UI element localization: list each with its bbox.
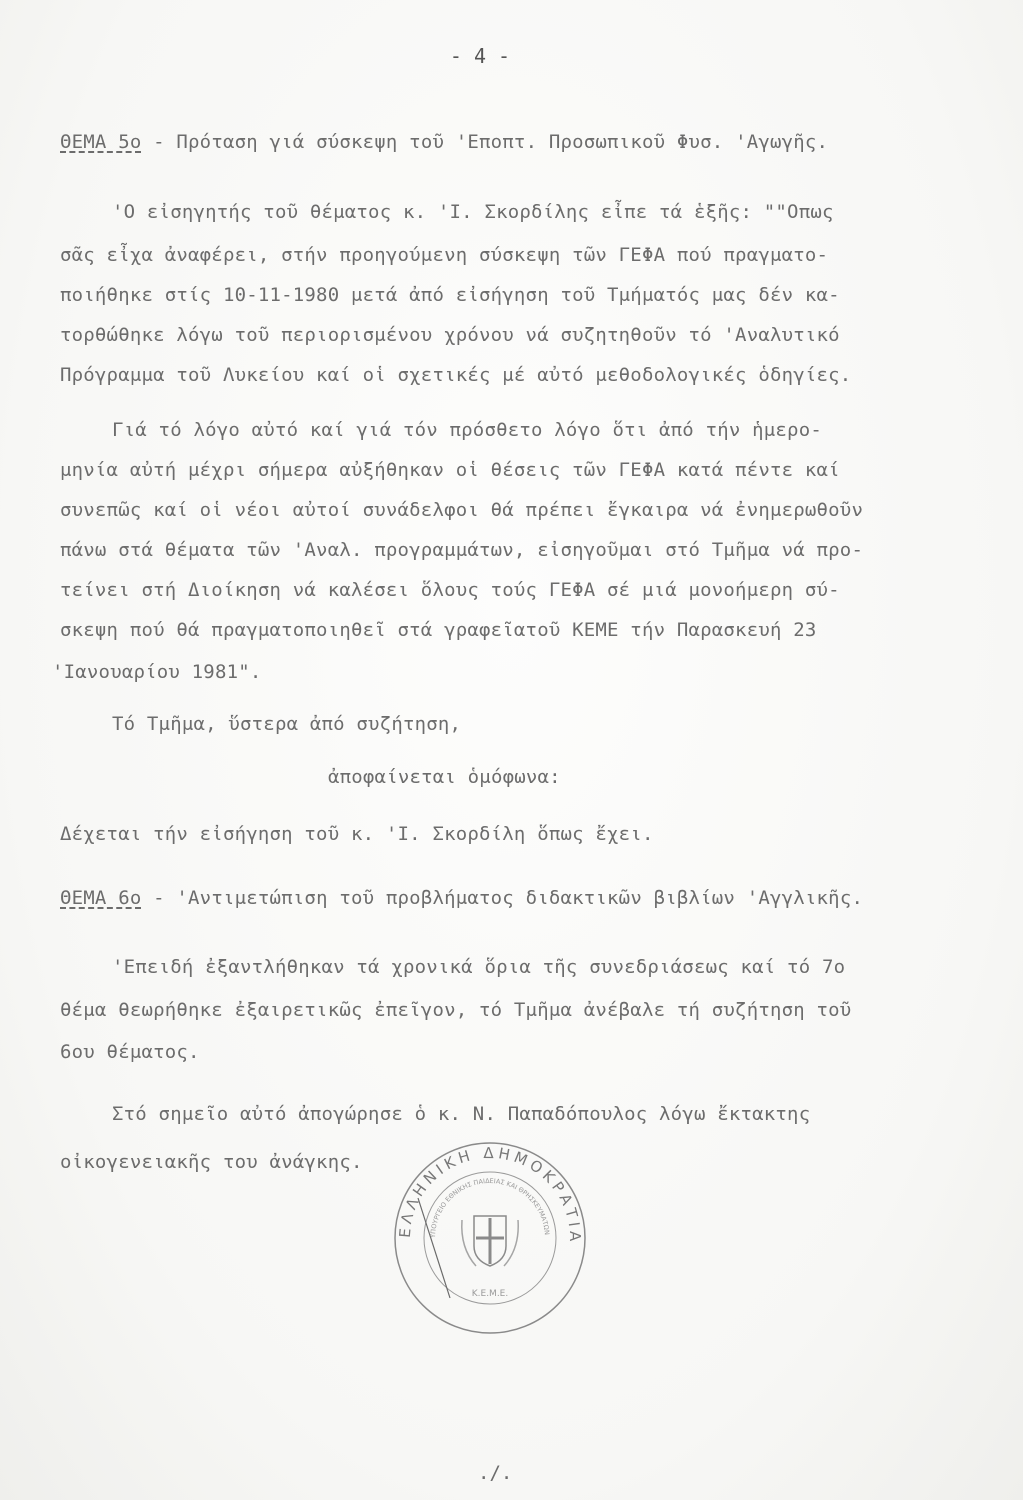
end-mark: ./. (478, 1462, 513, 1484)
paragraph-2-line-6: σκεψη πού θά πραγματοποιηθεῖ στά γραφεῖατοῦ ΚΕΜΕ τήν Παρασκευή 23 (60, 619, 817, 641)
stamp-bottom-text: Κ.Ε.Μ.Ε. (471, 1289, 509, 1299)
decision-verb: ἀποφαίνεται ὁμόφωνα: (328, 766, 561, 788)
paragraph-2-line-3: συνεπῶς καί οἱ νέοι αὐτοί συνάδελφοι θά πρέπει ἔγκαιρα νά ἐνημερωθοῦν (60, 499, 864, 521)
decision-text: Δέχεται τήν εἰσήγηση τοῦ κ. 'Ι. Σκορδίλη ὅπως ἔχει. (60, 823, 654, 845)
section-6-label: ΘΕΜΑ 6ο (60, 887, 142, 909)
paragraph-1-line-3: ποιήθηκε στίς 10-11-1980 μετά ἀπό εἰσήγηση τοῦ Τμήματός μας δέν κα- (60, 284, 840, 306)
stamp-signature-stroke (418, 1198, 450, 1298)
section-6-title: - 'Αντιμετώπιση τοῦ προβλήματος διδακτικῶν βιβλίων 'Αγγλικῆς. (141, 887, 864, 909)
paragraph-2-line-7: 'Ιανουαρίου 1981". (52, 661, 262, 683)
paragraph-1-line-2: σᾶς εἶχα ἀναφέρει, στήν προηγούμενη σύσκεψη τῶν ΓΕΦΑ πού πραγματο- (60, 244, 829, 266)
official-stamp (390, 1138, 590, 1338)
paragraph-4-line-1: Στό σημεῖο αὐτό ἀπογώρησε ὁ κ. Ν. Παπαδόπουλος λόγω ἔκτακτης (112, 1103, 811, 1125)
stamp-inner-text: ΥΠΟΥΡΓΕΙΟ ΕΘΝΙΚΗΣ ΠΑΙΔΕΙΑΣ ΚΑΙ ΘΡΗΣΚΕΥΜΑΤΩΝ (428, 1176, 551, 1239)
decision-intro: Τό Τμῆμα, ὕστερα ἀπό συζήτηση, (112, 713, 462, 735)
page-number: - 4 - (449, 44, 511, 68)
paragraph-2-line-5: τείνει στή Διοίκηση νά καλέσει ὅλους τούς ΓΕΦΑ σέ μιά μονοήμερη σύ- (60, 579, 840, 601)
paragraph-3-line-3: 6ου θέματος. (60, 1041, 200, 1063)
paragraph-1-line-1: 'Ο εἰσηγητής τοῦ θέματος κ. 'Ι. Σκορδίλης εἶπε τά ἑξῆς: ""Οπως (112, 201, 834, 223)
paragraph-1-line-4: τορθώθηκε λόγω τοῦ περιορισμένου χρόνου νά συζητηθοῦν τό 'Αναλυτικό (60, 324, 840, 346)
paragraph-1-line-5: Πρόγραμμα τοῦ Λυκείου καί οἱ σχετικές μέ αὐτό μεθοδολογικές ὁδηγίες. (60, 364, 852, 386)
section-6-heading (60, 886, 863, 910)
paragraph-2-line-1: Γιά τό λόγο αὐτό καί γιά τόν πρόσθετο λόγο ὅτι ἀπό τήν ἡμερο- (112, 419, 822, 441)
paragraph-3-line-1: 'Επειδή ἐξαντλήθηκαν τά χρονικά ὅρια τῆς συνεδριάσεως καί τό 7ο (112, 956, 846, 978)
paragraph-3-line-2: θέμα θεωρήθηκε ἐξαιρετικῶς ἐπεῖγον, τό Τμῆμα ἀνέβαλε τή συζήτηση τοῦ (60, 999, 852, 1021)
paragraph-4-line-2: οἰκογενειακῆς του ἀνάγκης. (60, 1151, 363, 1173)
coat-of-arms-icon (462, 1216, 518, 1266)
section-5-title: - Πρόταση γιά σύσκεψη τοῦ 'Εποπτ. Προσωπικοῦ Φυσ. 'Αγωγῆς. (141, 131, 829, 153)
section-5-heading (60, 130, 828, 154)
stamp-ring-text: ΕΛΛΗΝΙΚΗ ΔΗΜΟΚΡΑΤΙΑ (395, 1143, 585, 1246)
paragraph-2-line-2: μηνία αὐτή μέχρι σήμερα αὐξήθηκαν οἱ θέσεις τῶν ΓΕΦΑ κατά πέντε καί (60, 459, 840, 481)
section-5-label: ΘΕΜΑ 5ο (60, 131, 142, 153)
paragraph-2-line-4: πάνω στά θέματα τῶν 'Αναλ. προγραμμάτων, εἰσηγοῦμαι στό Τμῆμα νά προ- (60, 539, 864, 561)
